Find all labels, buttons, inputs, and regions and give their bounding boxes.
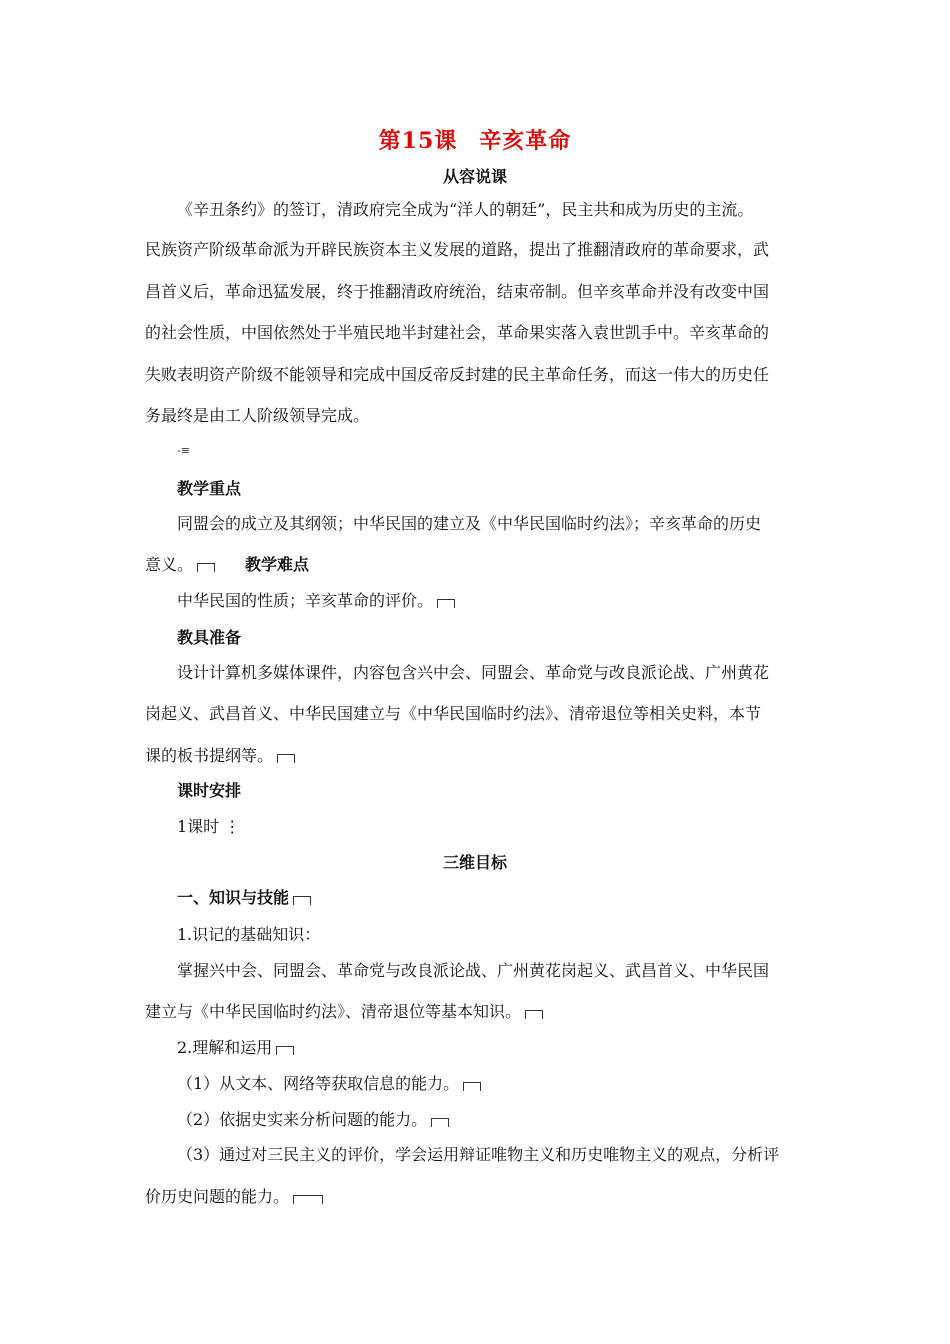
intro-line: 失败表明资产阶级不能领导和完成中国反帝反封建的民主革命任务，而这一伟大的历史任 xyxy=(145,365,770,384)
lesson-number: 第15课 xyxy=(378,128,458,154)
tools-heading: 教具准备 xyxy=(177,628,242,647)
bracket-mark xyxy=(276,1046,294,1055)
knowledge-1-line-end xyxy=(145,999,543,1022)
goals-heading: 三维目标 xyxy=(442,853,507,872)
bracket-mark xyxy=(431,1118,449,1127)
bracket-mark xyxy=(197,563,215,572)
intro-line: 的社会性质，中国依然处于半殖民地半封建社会，革命果实落入袁世凯手中。辛亥革命的 xyxy=(145,323,770,342)
knowledge-2-title: 2.理解和运用 xyxy=(177,1038,273,1057)
difficulty-text: 中华民国的性质；辛亥革命的评价。 xyxy=(177,591,434,610)
intro-line: 《辛丑条约》的签订，清政府完全成为“洋人的朝廷”，民主共和成为历史的主流。 xyxy=(177,200,754,219)
ability-text: （2）依据史实来分析问题的能力。 xyxy=(177,1110,428,1129)
difficulty-line xyxy=(177,588,455,611)
bracket-mark xyxy=(293,896,311,905)
key-points-text: 意义。 xyxy=(145,555,194,574)
intro-line: 昌首义后，革命迅猛发展，终于推翻清政府统治，结束帝制。但辛亥革命并没有改变中国 xyxy=(145,282,770,301)
knowledge-heading-line xyxy=(177,885,311,908)
knowledge-1-title: 1.识记的基础知识： xyxy=(177,925,321,944)
bracket-mark xyxy=(463,1082,481,1091)
tools-line: 设计计算机多媒体课件，内容包含兴中会、同盟会、革命党与改良派论战、广州黄花 xyxy=(177,663,770,682)
intro-line: 务最终是由工人阶级领导完成。 xyxy=(145,406,370,425)
ability-3-text: 价历史问题的能力。 xyxy=(145,1187,290,1206)
schedule-line xyxy=(177,814,240,837)
stray-mark: -≡ xyxy=(177,444,190,457)
ability-item xyxy=(177,1107,449,1130)
intro-line: 民族资产阶级革命派为开辟民族资本主义发展的道路，提出了推翻清政府的革命要求，武 xyxy=(145,240,770,259)
key-points-heading: 教学重点 xyxy=(177,479,242,498)
lesson-title xyxy=(0,124,950,155)
tools-line-end xyxy=(145,743,295,766)
tools-line: 岗起义、武昌首义、中华民国建立与《中华民国临时约法》、清帝退位等相关史料，本节 xyxy=(145,704,762,723)
key-points-line-end xyxy=(145,552,215,575)
bracket-mark xyxy=(525,1010,543,1019)
schedule-heading: 课时安排 xyxy=(177,781,242,800)
intro-heading: 从容说课 xyxy=(442,167,507,186)
bracket-mark xyxy=(277,754,295,763)
knowledge-1-text: 建立与《中华民国临时约法》、清帝退位等基本知识。 xyxy=(145,1002,522,1021)
tools-text: 课的板书提纲等。 xyxy=(145,746,274,765)
ability-text: （1）从文本、网络等获取信息的能力。 xyxy=(177,1074,460,1093)
ability-item xyxy=(177,1071,481,1094)
bracket-mark xyxy=(437,599,455,608)
knowledge-1-line: 掌握兴中会、同盟会、革命党与改良派论战、广州黄花岗起义、武昌首义、中华民国 xyxy=(177,961,770,980)
key-points-line: 同盟会的成立及其纲领；中华民国的建立及《中华民国临时约法》；辛亥革命的历史 xyxy=(177,514,762,533)
schedule-text: 1课时 xyxy=(177,817,220,836)
ability-3-line: （3）通过对三民主义的评价，学会运用辩证唯物主义和历史唯物主义的观点，分析评 xyxy=(177,1145,780,1164)
schedule-mark: ⋮ xyxy=(224,817,241,836)
knowledge-heading: 一、知识与技能 xyxy=(177,888,290,907)
lesson-topic: 辛亥革命 xyxy=(479,128,572,154)
bracket-mark xyxy=(293,1195,323,1204)
knowledge-2-title-line xyxy=(177,1035,294,1058)
ability-3-line-end xyxy=(145,1184,323,1207)
difficulty-heading: 教学难点 xyxy=(245,555,310,574)
